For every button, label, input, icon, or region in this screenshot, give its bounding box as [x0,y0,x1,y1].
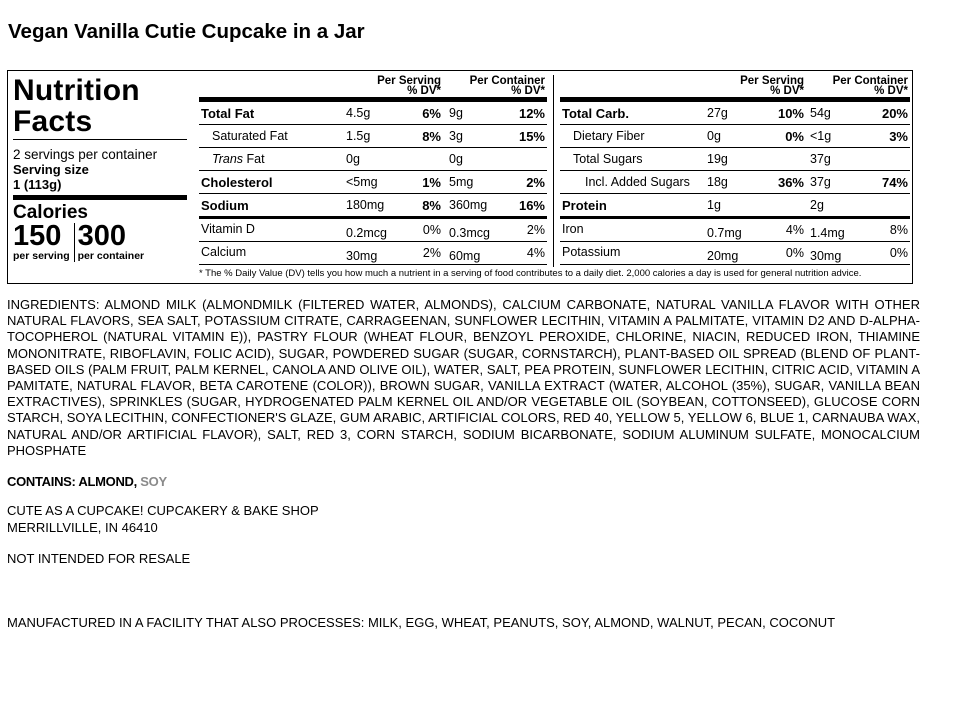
per-container-dv: 74% [881,175,908,190]
nutrient-label: Total Carb. [562,106,629,121]
nutrition-facts-panel [7,70,913,284]
per-container-amount: 2g [810,198,824,212]
per-container-amount: 360mg [449,198,488,212]
calories-values [13,220,187,262]
nutrient-row [199,102,547,125]
nutrient-label: Protein [562,198,607,213]
servings-per-container: 2 servings per container [13,147,158,162]
per-serving-dv: 0% [422,223,441,237]
nutrient-label: Vitamin D [201,222,255,236]
per-serving-amount: <5mg [346,175,378,189]
per-serving-amount: 4.5g [346,106,371,120]
per-container-dv: 12% [518,106,545,121]
per-serving-amount: 19g [707,152,728,166]
nutrient-row [199,125,547,148]
per-container-dv: 2% [526,175,545,190]
ingredients-list: INGREDIENTS: ALMOND MILK (ALMONDMILK (FILTERED WATER, ALMONDS), CALCIUM CARBONATE, NATURAL VANILLA FLAVOR WITH OTHER NATURAL FLAVORS, SEA SALT, POTASSIUM CITRATE, CARRAGEENAN, SUNFLOWER LECITHIN, VITAMIN A PALMITATE, VITAMIN D2 AND D-ALPHA-TOCOPHEROL (NATURAL VITAMIN E)), PASTRY FLOUR (WHEAT FLOUR, BENZOYL PEROXIDE, CHLORINE, NIACIN, REDUCED IRON, THIAMINE MONONITRATE, RIBOFLAVIN, FOLIC ACID), SUGAR, POWDERED SUGAR (SUGAR, CORNSTARCH), PLANT-BASED OIL SPREAD (BLEND OF PLANT-BASED OILS (PALM FRUIT, PALM KERNEL, CANOLA AND OLIVE OIL), WATER, SALT, PEA PROTEIN, SUNFLOWER LECITHIN, CITRIC ACID, VITAMIN A PAMITATE, NATURAL FLAVOR, BETA CAROTENE (COLOR)), BROWN SUGAR, VANILLA EXTRACT (WATER, ALCOHOL (35%), SUGAR, VANILLA BEAN EXTRACTIVES), SPRINKLES (SUGAR, HYDROGENATED PALM KERNEL OIL AND/OR VEGETABLE OIL (SOYBEAN, COTTONSEED), GLUCOSE CORN STARCH, SOYA LECITHIN, CONFECTIONER'S GLAZE, GUM ARABIC, ARTIFICIAL COLORS, RED 40, YELLOW 5, YELLOW 6, BLUE 1, CARNAUBA WAX, NATURAL AND/OR ARTIFICIAL FLAVOR), SALT, RED 3, CORN STARCH, SODIUM BICARBONATE, SODIUM ALUMINUM SULFATE, MONOCALCIUM PHOSPHATE [7,297,920,458]
grid-header [560,75,910,97]
nutrient-label: Cholesterol [201,175,273,190]
per-serving-header-label: Per Serving [740,75,804,87]
product-title: Vegan Vanilla Cutie Cupcake in a Jar [8,20,365,43]
resale-notice: NOT INTENDED FOR RESALE [7,551,191,566]
per-serving-amount: 1g [707,198,721,212]
allergen-soy: SOY [140,474,167,489]
serving-size-value: 1 (113g) [13,177,187,200]
per-serving-dv: 4% [785,223,804,237]
nutrient-row [560,242,910,265]
dv-header-label: % DV* [511,85,545,97]
per-container-amount: 37g [810,175,831,189]
per-serving-amount: 27g [707,106,728,120]
nutrition-summary [13,75,187,262]
per-container-amount: 0g [449,152,463,166]
per-serving-amount: 30mg [346,249,378,263]
per-container-dv: 20% [881,106,908,121]
per-container-amount: <1g [810,129,832,143]
calories-label: Calories [13,202,88,223]
per-serving-dv: 36% [777,175,804,190]
per-container-header [470,76,545,96]
nutrient-label [212,152,265,166]
nutrient-label: Sodium [201,198,249,213]
nutrition-facts-heading [13,75,187,140]
per-container-dv: 0% [889,246,908,260]
nutrient-grid-left [199,75,547,265]
per-container-amount: 54g [810,106,831,120]
per-container-amount: 30mg [810,249,842,263]
per-serving-dv: 8% [422,198,441,213]
per-container-amount: 9g [449,106,463,120]
nutrient-label-rest: Fat [243,152,265,166]
per-serving-header-label: Per Serving [377,75,441,87]
per-container-amount: 0.3mcg [449,226,490,240]
per-serving-dv: 1% [422,175,441,190]
nutrient-row [199,194,547,219]
per-serving-dv: 10% [777,106,804,121]
calories-per-serving-block [13,220,74,262]
nutrient-label-italic: Trans [212,152,244,166]
dv-header-label: % DV* [407,85,441,97]
nutrient-label: Incl. Added Sugars [585,175,690,189]
nutrient-row [560,125,910,148]
per-container-dv: 2% [526,223,545,237]
allergen-statement [7,474,167,489]
company-info [7,502,319,536]
dv-header-label: % DV* [874,85,908,97]
per-container-dv: 4% [526,246,545,260]
per-serving-dv: 6% [422,106,441,121]
calories-per-container-block [74,220,149,262]
per-serving-amount: 0.2mcg [346,226,387,240]
nutrient-label: Calcium [201,245,247,259]
per-serving-amount: 1.5g [346,129,371,143]
nutrient-row [560,148,910,171]
daily-value-footnote: * The % Daily Value (DV) tells you how much a nutrient in a serving of food contributes to a daily diet. 2,000 calories a day is used for general nutrition advice. [199,268,862,279]
per-container-amount: 37g [810,152,831,166]
per-container-amount: 1.4mg [810,226,845,240]
per-serving-dv: 0% [785,129,804,144]
nutrient-label: Saturated Fat [212,129,288,143]
serving-size-label: Serving size [13,162,89,177]
company-name: CUTE AS A CUPCAKE! CUPCAKERY & BAKE SHOP [7,503,319,518]
nutrient-row [199,242,547,265]
calories-per-serving: 150 [13,220,62,252]
grid-header [199,75,547,97]
heading-line-1: Nutrition [13,74,140,107]
nutrient-label: Dietary Fiber [573,129,645,143]
per-serving-amount: 180mg [346,198,385,212]
company-address: MERRILLVILLE, IN 46410 [7,520,158,535]
per-container-dv: 3% [889,129,908,144]
per-container-amount: 5mg [449,175,474,189]
heading-line-2: Facts [13,105,93,138]
per-container-header-label: Per Container [469,75,545,87]
per-serving-label: per serving [13,250,70,262]
per-container-header [833,76,908,96]
allergen-prefix: CONTAINS: ALMOND, [7,474,141,489]
nutrient-label: Total Fat [201,106,255,121]
nutrient-grid-right [560,75,910,265]
facility-notice: MANUFACTURED IN A FACILITY THAT ALSO PROCESSES: MILK, EGG, WHEAT, PEANUTS, SOY, ALMOND, WALNUT, PECAN, COCONUT [7,615,836,630]
per-container-amount: 60mg [449,249,481,263]
per-container-dv: 16% [518,198,545,213]
nutrient-row [560,194,910,219]
nutrient-label: Iron [562,222,584,236]
per-serving-dv: 0% [785,246,804,260]
nutrient-row [560,102,910,125]
per-serving-header [740,76,804,96]
nutrient-row [560,219,910,242]
nutrient-row [199,148,547,171]
per-container-dv: 15% [518,129,545,144]
per-container-header-label: Per Container [832,75,908,87]
nutrient-row [199,219,547,242]
per-serving-header [377,76,441,96]
nutrient-label: Potassium [562,245,621,259]
per-serving-amount: 0g [346,152,360,166]
per-container-label: per container [77,250,145,262]
per-serving-amount: 0.7mg [707,226,742,240]
per-serving-dv: 8% [422,129,441,144]
calories-per-container: 300 [77,220,126,252]
nutrient-row [199,171,547,194]
per-serving-amount: 20mg [707,249,739,263]
per-container-dv: 8% [889,223,908,237]
grid-vertical-divider [553,75,554,267]
dv-header-label: % DV* [770,85,804,97]
nutrient-row [560,171,910,194]
nutrient-label: Total Sugars [573,152,643,166]
per-serving-dv: 2% [422,246,441,260]
per-container-amount: 3g [449,129,463,143]
per-serving-amount: 18g [707,175,728,189]
per-serving-amount: 0g [707,129,721,143]
